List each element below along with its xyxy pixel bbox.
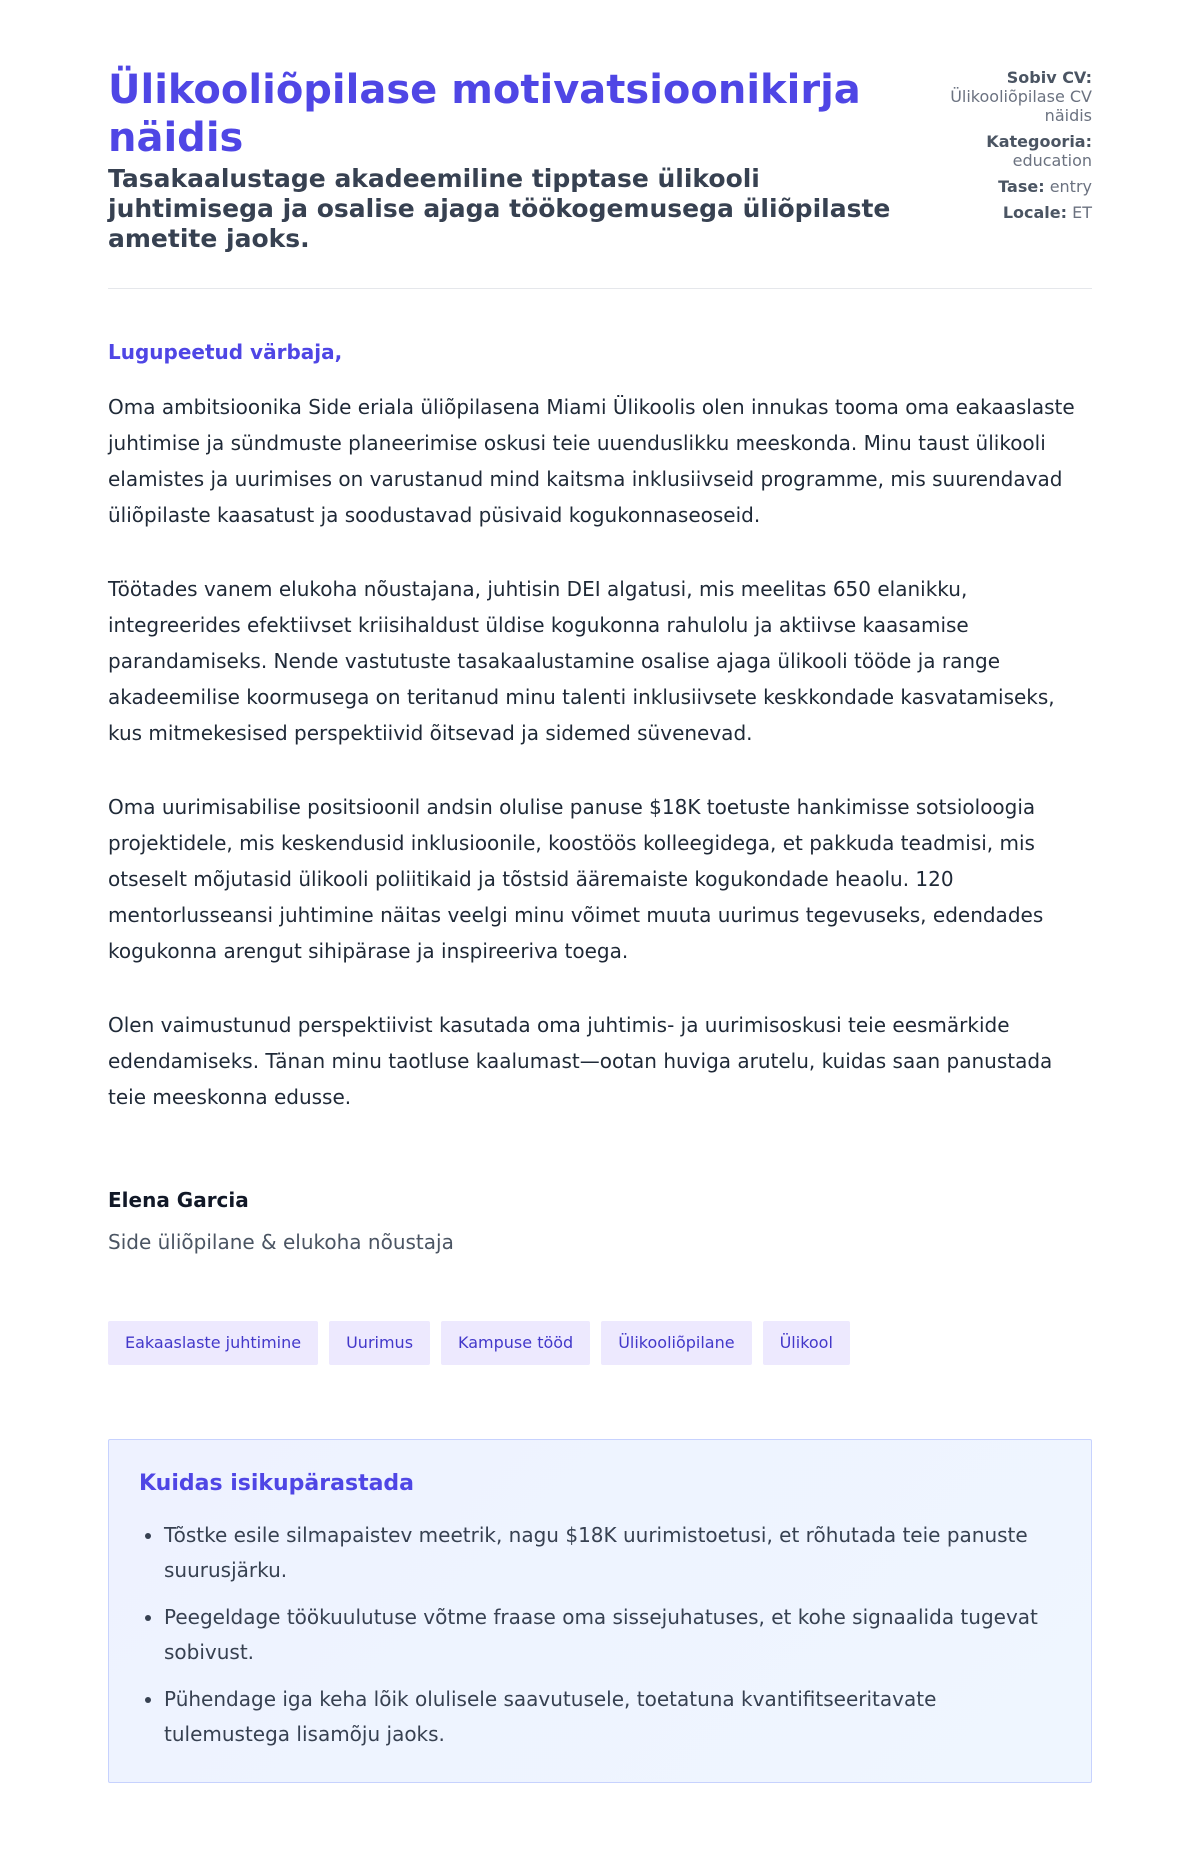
meta-category-label: Kategooria: [986, 132, 1092, 151]
letter-paragraph: Olen vaimustunud perspektiivist kasutada oma juhtimis- ja uurimisoskusi teie eesmärkide edendamiseks. Tänan minu taotluse kaalumast—ootan huviga arutelu, kuidas saan panustada teie meeskonna edusse. [108, 1013, 1053, 1109]
meta-locale [942, 203, 1092, 222]
meta-level [942, 177, 1092, 196]
letter-greeting: Lugupeetud värbaja, [108, 340, 343, 364]
tip-item: • Pühendage iga keha lõik olulisele saavutusele, toetatuna kvantifitseeritavate tulemustega lisamõju jaoks. [164, 1682, 1061, 1752]
meta-category [942, 132, 1092, 170]
signature-name: Elena Garcia [108, 1188, 249, 1212]
meta-cv-value: Ülikooliõpilase CV näidis [950, 87, 1092, 125]
page-subtitle: Tasakaalustage akadeemiline tipptase ülikooli juhtimisega ja osalise ajaga töökogemusega üliõpilaste ametite jaoks. [108, 164, 891, 253]
signature-block [108, 1187, 1092, 1255]
tag[interactable]: Ülikooliõpilane [601, 1321, 751, 1365]
meta-level-value: entry [1049, 177, 1092, 196]
meta-level-label: Tase: [998, 177, 1045, 196]
meta-locale-label: Locale: [1002, 203, 1068, 222]
meta-locale-value: ET [1072, 203, 1092, 222]
tips-list [139, 1518, 1061, 1752]
tag[interactable]: Uurimus [329, 1321, 430, 1365]
letter-paragraph: Oma uurimisabilise positsioonil andsin olulise panuse $18K toetuste hankimisse sotsioloogia projektidele, mis keskendusid inklusioonile, koostöös kolleegidega, et pakkuda teadmisi, mis otseselt mõjutasid ülikooli poliitikaid ja tõstsid ääremaiste kogukondade heaolu. 120 mentorlusseansi juhtimine näitas veelgi minu võimet muuta uurimus tegevuseks, edendades kogukonna arengut sihipärase ja inspireeriva toega. [108, 795, 1044, 963]
page-title: Ülikooliõpilase motivatsioonikirja näidis [108, 67, 861, 161]
page-header [108, 66, 1092, 289]
tip-item: • Peegeldage töökuulutuse võtme fraase oma sissejuhatuses, et kohe signaalida tugevat sobivust. [164, 1600, 1061, 1670]
tip-item: • Tõstke esile silmapaistev meetrik, nagu $18K uurimistoetusi, et rõhutada teie panuste suurusjärku. [164, 1518, 1061, 1588]
tag[interactable]: Kampuse tööd [441, 1321, 590, 1365]
tag-list [108, 1321, 1092, 1365]
header-titles [108, 66, 928, 254]
tag[interactable]: Ülikool [763, 1321, 850, 1365]
letter-paragraph: Töötades vanem elukoha nõustajana, juhtisin DEI algatusi, mis meelitas 650 elanikku, integreerides efektiivset kriisihaldust üldise kogukonna rahulolu ja aktiivse kaasamise parandamiseks. Nende vastutuste tasakaalustamine osalise ajaga ülikooli tööde ja range akadeemilise koormusega on teritanud minu talenti inklusiivsete keskkondade kasvatamiseks, kus mitmekesised perspektiivid õitsevad ja sidemed süvenevad. [108, 577, 1055, 745]
tag[interactable]: Eakaaslaste juhtimine [108, 1321, 318, 1365]
meta-category-value: education [1012, 151, 1092, 170]
letter-body [108, 389, 1092, 1115]
tips-title: Kuidas isikupärastada [139, 1471, 415, 1496]
personalization-tips [108, 1439, 1092, 1783]
meta-panel [942, 68, 1092, 229]
meta-cv [942, 68, 1092, 125]
meta-cv-label: Sobiv CV: [1006, 68, 1092, 87]
letter-paragraph: Oma ambitsioonika Side eriala üliõpilasena Miami Ülikoolis olen innukas tooma oma eakaaslaste juhtimise ja sündmuste planeerimise oskusi teie uuenduslikku meeskonda. Minu taust ülikooli elamistes ja uurimises on varustanud mind kaitsma inklusiivseid programme, mis suurendavad üliõpilaste kaasatust ja soodustavad püsivaid kogukonnaseoseid. [108, 395, 1075, 527]
signature-title: Side üliõpilane & elukoha nõustaja [108, 1230, 454, 1254]
